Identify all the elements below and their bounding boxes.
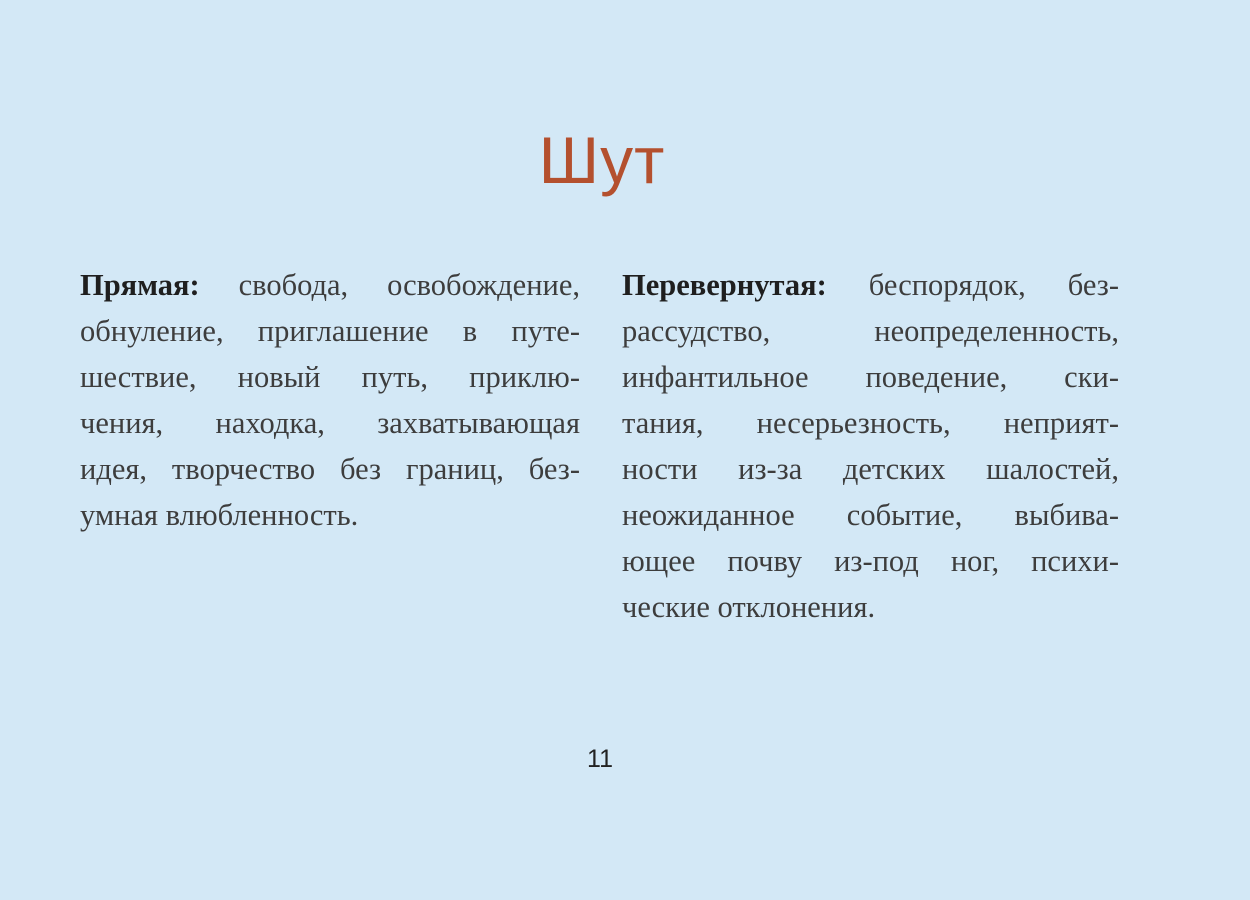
reversed-line-3: инфантильное поведение, ски- bbox=[622, 360, 1119, 394]
reversed-line-1-text: беспорядок, без- bbox=[826, 268, 1119, 302]
upright-meaning-paragraph bbox=[80, 262, 580, 538]
reversed-line-4: тания, несерьезность, неприят- bbox=[622, 406, 1119, 440]
reversed-line-6: неожиданное событие, выбива- bbox=[622, 498, 1119, 532]
reversed-term: Перевернутая: bbox=[622, 268, 827, 302]
page-title: Шут bbox=[538, 123, 666, 197]
upright-line-1-text: свобода, освобождение, bbox=[199, 268, 580, 302]
upright-line-4: чения, находка, захватывающая bbox=[80, 406, 580, 440]
reversed-line-7: ющее почву из-под ног, психи- bbox=[622, 544, 1119, 578]
reversed-line-5: ности из-за детских шалостей, bbox=[622, 452, 1119, 486]
upright-line-1 bbox=[80, 262, 580, 308]
reversed-line-1 bbox=[622, 262, 1119, 308]
reversed-line-8: ческие отклонения. bbox=[622, 590, 876, 624]
upright-term: Прямая: bbox=[80, 268, 200, 302]
reversed-meaning-paragraph bbox=[622, 262, 1119, 630]
upright-line-5: идея, творчество без границ, без- bbox=[80, 452, 580, 486]
upright-line-2: обнуление, приглашение в путе- bbox=[80, 314, 580, 348]
reversed-line-2: рассудство, неопределенность, bbox=[622, 314, 1119, 348]
page-number: 11 bbox=[587, 745, 613, 773]
upright-line-3: шествие, новый путь, приклю- bbox=[80, 360, 580, 394]
upright-line-6: умная влюбленность. bbox=[80, 498, 359, 532]
